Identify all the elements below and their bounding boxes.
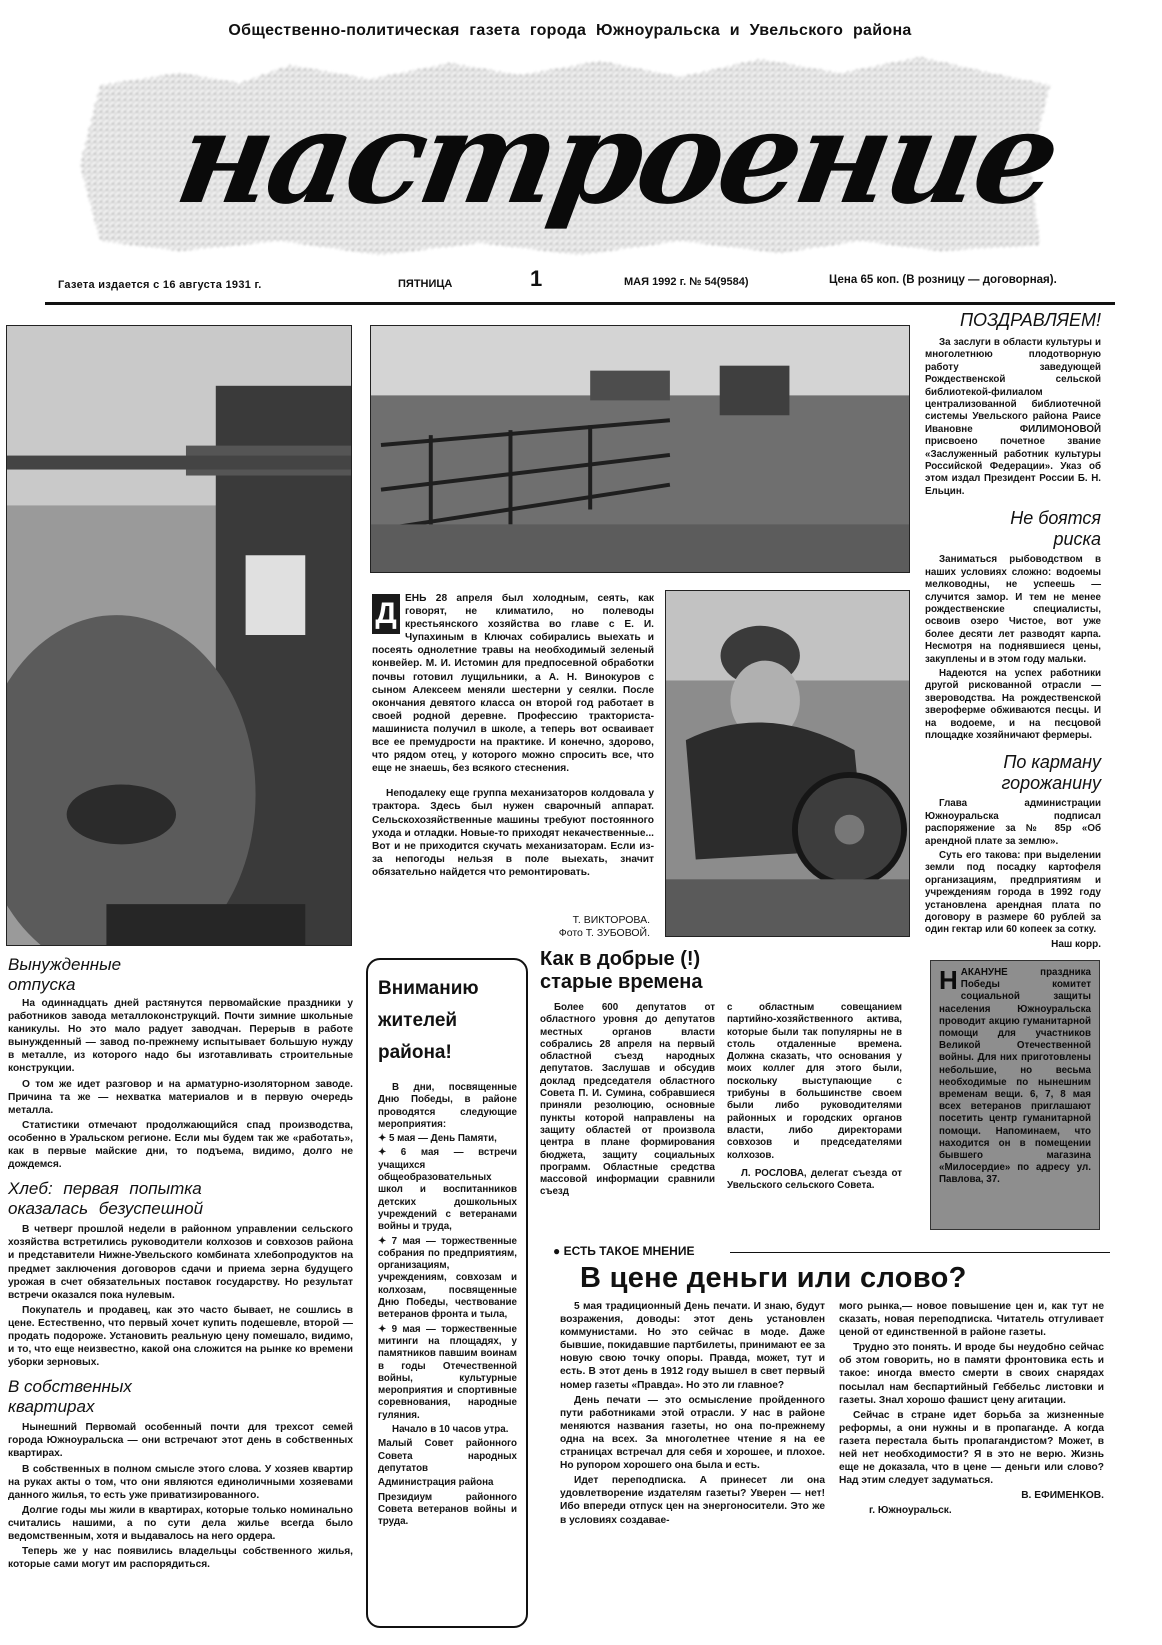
- lead-dropcap: Д: [372, 594, 400, 634]
- opinion-author: В. ЕФИМЕНКОВ.: [1021, 1490, 1104, 1502]
- flats-paragraph-2: В собственных в полном смысле этого слова. У хозяев квартир на руках акты о том, что они являются единоличными хозяевами данного жилья, то есть уже приватизированного.: [8, 1463, 353, 1501]
- attention-heading-2: жителей: [378, 1010, 458, 1031]
- bread-heading-1: Хлеб: первая попытка: [8, 1179, 202, 1199]
- old-times-article: [540, 948, 915, 1201]
- pocket-paragraph-2: Суть его такова: при выделении земли под посадку картофеля организациям, предприятиям и учреждениям города в 1992 году установлена арендная плата по договору в размере 60 рублей за один гектар или 60 копеек за сотку.: [925, 850, 1101, 936]
- issue-price: Цена 65 коп. (В розницу — договорная).: [829, 274, 1057, 286]
- attention-intro: В дни, посвященные Дню Победы, в районе проводятся следующие мероприятия:: [378, 1082, 517, 1130]
- bread-paragraph-1: В четверг прошлой недели в районном управлении сельского хозяйства встретились руководители колхозов и совхозов района и представители Нижне-Увельского комбината хлебопродуктов на предмет заключения договоров сдачи и приема зерна будущего урожая в счет обязательных поставок государству. Но результат встречи оказался пока нулевым.: [8, 1224, 353, 1301]
- attention-item-2: ✦ 6 мая — встречи учащихся общеобразовательных школ и воспитанников детских дошкольных учреждений с ветеранами войны и труда,: [378, 1147, 517, 1233]
- attention-item-3: ✦ 7 мая — торжественные собрания по предприятиям, организациям, учреждениям, совхозам и колхозам, посвященные Дню Победы, чествование ветеранов фронта и тыла,: [378, 1235, 518, 1321]
- vacation-paragraph-3: Статистики отмечают продолжающийся спад производства, особенно в Уральском регионе. Если мы будем так же «работать», как в первые майские дни, то подъема, видимо, долго не дождемся.: [8, 1119, 353, 1171]
- victory-dropcap: Н: [939, 965, 958, 995]
- flats-heading-1: В собственных: [8, 1377, 132, 1397]
- congrats-text: За заслуги в области культуры и многолетнюю плодотворную работу заведующей Рождественской сельской библиотекой-филиалом централизованной библиотечной системы Увельского района Раисе Ивановне ФИЛИМОНОВОЙ присвоено почетное звание «Заслуженный работник культуры Российской Федерации». Указ об этом издал Президент России Б. Н. Ельцин.: [925, 337, 1101, 497]
- opinion-body: [560, 1300, 1105, 1529]
- vacation-paragraph-1: На одиннадцать дней растянутся первомайские праздники у работников завода металлоконструкций. Почти зимние школьные каникулы. Но это мало радует заводчан. Перерыв в работе вынужденный — завод по-прежнему испытывает большую нужду в металле, из которого надо бы изготавливать строительные конструкции.: [8, 998, 353, 1075]
- lead-paragraph-1: ЕНЬ 28 апреля был холодным, сеять, как говорят, не климатило, но полеводы крестьянского хозяйства во главе с Е. И. Чупахиным в Ключах собирались выехать и посеять однолетние травы на необходимый зеленый конвейер. М. И. Истомин для предпосевной обработки почвы готовил лущильники, а А. Н. Винокуров с сыном Алексеем меняли шестерни у сеялки. После окончания девятого класса он второй год работает в своей родной деревне. Профессию тракториста-машиниста получил в школе, а теперь вот осваивает все ее премудрости на практике. И конечно, здорово, что рядом отец, у которого можно спросить все, что еще не знаешь, без всякого стеснения.: [372, 593, 654, 775]
- risk-heading-2: риска: [1053, 529, 1101, 550]
- issue-weekday: ПЯТНИЦА: [398, 278, 453, 290]
- masthead-title: настроение: [166, 83, 1067, 233]
- sidebar: [925, 310, 1101, 950]
- opinion-place: г. Южноуральск.: [869, 1505, 952, 1517]
- photo-welders: [6, 325, 352, 946]
- star-icon: ✦: [378, 1323, 392, 1335]
- old-times-heading-1: Как в добрые (!): [540, 948, 701, 970]
- risk-paragraph-2: Надеются на успех работники другой рискованной отрасли — звероводства. На рождественской звероферме обживаются песцы. И на водоеме, и на песцовой площадке хозяйничают фермеры.: [925, 667, 1101, 741]
- flats-paragraph-4: Теперь же у нас появились владельцы собственного жилья, которые сами могут им распорядиться.: [8, 1546, 353, 1571]
- attention-item-1: ✦ 5 мая — День Памяти,: [378, 1133, 497, 1145]
- attention-box: [366, 958, 528, 1628]
- victory-box: [930, 960, 1100, 1230]
- opinion-left-2: День печати — это осмысление пройденного пути работниками этой отрасли. У нас в районе меняются названия газеты, но она по-прежнему одна на всех. За многолетнее чтение я на ее страницах встречал для себя и хорошее, и плохое. Но рупором хорошего она была и есть.: [560, 1394, 825, 1472]
- attention-signer-3: Президиум районного Совета ветеранов войны и труда.: [378, 1491, 517, 1528]
- photo-field-machinery: [370, 325, 910, 573]
- opinion-right-3: Сейчас в стране идет борьба за жизненные реформы, а они нужны и в пропаганде. А когда газета перестала быть пропагандистом? Может, в ней нет необходимости? Я в это не верю. Жизнь еще не доказала, что в цене — деньги или слово? Над этим следует задуматься.: [839, 1409, 1104, 1487]
- attention-signer-1: Малый Совет районного Совета народных депутатов: [378, 1438, 517, 1474]
- attention-item-4: ✦ 9 мая — торжественные митинги на площадях, у памятников павшим воинам в годы Отечественной войны, культурные мероприятия и спортивные соревнования, народные гуляния.: [378, 1323, 518, 1421]
- attention-heading-1: Вниманию: [378, 978, 479, 999]
- flats-paragraph-1: Нынешний Первомай особенный почти для трехсот семей города Южноуральска — они встречают этот день в собственных квартирах.: [8, 1422, 353, 1460]
- opinion-headline: В цене деньги или слово?: [580, 1262, 967, 1294]
- old-times-heading-2: старые времена: [540, 971, 703, 993]
- risk-paragraph-1: Заниматься рыбоводством в наших условиях сложно: водоемы мелководны, не успеешь — случится замор. И тем не менее рождественские специалисты, освоив озеро Чистое, вот уже более десяти лет разводят карпа. Несмотря на поднявшиеся цены, закуплены и в этом году мальки.: [925, 554, 1101, 665]
- pocket-heading-1: По карману: [1003, 752, 1101, 773]
- opinion-rule: [730, 1252, 1110, 1253]
- bread-paragraph-2: Покупатель и продавец, как это часто бывает, не сошлись в цене. Естественно, что первый хочет купить подешевле, второй — продать подороже. Установить реальную цену помешало, видимо, и то, что еще неизвестно, какой она сложится на рынке ко времени уборки зерновых.: [8, 1304, 353, 1369]
- opinion-left-1: 5 мая традиционный День печати. И знаю, будут возражения, доводы: этот день установлен коммунистами. Но это сейчас в моде. Даже бывшие, покидавшие партбилеты, принимают ее за новую свою точку опоры. Правда, может, тут и есть. В этот день в 1912 году вышел в свет первый номер газеты «Правда». Но это ли главное?: [560, 1301, 825, 1391]
- old-times-left: Более 600 депутатов от областного уровня до депутатов местных органов власти собрались 28 апреля на первый областной съезд народных депутатов. Заслушав и обсудив доклад председателя областного Совета П. И. Сумина, собравшиеся приняли резолюцию, основные пункты которой направлены на защиту областей от произвола центра в плане формирования бюджета, защиту социальных программ. Областные средства массовой информации сравнили съезд: [540, 1002, 715, 1198]
- star-icon: ✦: [378, 1133, 389, 1145]
- star-icon: ✦: [378, 1147, 401, 1159]
- opinion-kicker: ● ЕСТЬ ТАКОЕ МНЕНИЕ: [553, 1244, 695, 1258]
- attention-start: Начало в 10 часов утра.: [392, 1424, 509, 1436]
- bread-heading-2: оказалась безуспешной: [8, 1199, 204, 1219]
- lead-paragraph-2: Неподалеку еще группа механизаторов колдовала у трактора. Здесь был нужен сварочный аппарат. Сельскохозяйственные машины требуют постоянного ухода и отладки. Новые-то приходят некачественные... Вот и не приходится скучать механизаторам. Если из-за непогоды нельзя в поле выехать, значит обязательно найдется что ремонтировать.: [372, 788, 654, 878]
- founded-note: Газета издается с 16 августа 1931 г.: [58, 279, 262, 291]
- left-column: [8, 955, 353, 1573]
- flats-paragraph-3: Долгие годы мы жили в квартирах, которые только номинально считались нашими, а по сути дела жилье всегда было ведомственным, хотя и выдавалось на него ордера.: [8, 1504, 353, 1542]
- masthead-rule: [45, 302, 1115, 305]
- congrats-heading: ПОЗДРАВЛЯЕМ!: [960, 310, 1101, 330]
- bullet-icon: ●: [553, 1244, 564, 1258]
- star-icon: ✦: [378, 1235, 392, 1247]
- issue-day: 1: [530, 266, 543, 291]
- victory-text: АКАНУНЕ праздника Победы комитет социальной защиты населения Южноуральска проводит акцию гуманитарной помощи для участников Великой Отечественной войны. Для них приготовлены небольшие, но весьма необходимые по нынешним временам вещи. 6, 7, 8 мая всех ветеранов приглашают посетить центр гуманитарной помощи. Напоминаем, что находится он в помещении бывшего магазина «Милосердие» по адресу ул. Павлова, 37.: [939, 967, 1091, 1186]
- attention-signer-2: Администрация района: [378, 1477, 494, 1489]
- lead-photo-credit: Фото Т. ЗУБОВОЙ.: [558, 927, 650, 939]
- pocket-author: Наш корр.: [1051, 938, 1101, 950]
- masthead-logo: [40, 45, 1100, 270]
- opinion-right-2: Трудно это понять. И вроде бы неудобно сейчас об этом говорить, но в памяти фронтовика есть и такое: иногда вместо смерти в своих снарядах посылал нам беспартийный Геббельс листовки и газеты. Знал хорошо фашист цену агитации.: [839, 1342, 1104, 1406]
- opinion-left-3: Идет переподписка. А принесет ли она удовлетворение издателям газеты? Уверен — нет! Ибо впереди отпуск цен на энергоносители. Это же в условиях создавае-: [560, 1475, 825, 1526]
- old-times-right: с областным совещанием партийно-хозяйственного актива, которые были так популярны не в столь отдаленные времена. Должна сказать, что основания у моих коллег для этого были, поскольку выступающие с трибуны в большинстве своем были либо руководителями районных и городских органов власти, либо директорами совхозов и председателями колхозов.: [727, 1002, 902, 1161]
- pocket-heading-2: горожанину: [1001, 773, 1101, 794]
- vacation-paragraph-2: О том же идет разговор и на арматурно-изоляторном заводе. Причина та же — нехватка материалов и в первую очередь металла.: [8, 1078, 353, 1116]
- risk-heading-1: Не боятся: [1010, 508, 1101, 529]
- lead-story: [372, 592, 654, 881]
- old-times-author: Л. РОСЛОВА, делегат съезда от Увельского сельского Совета.: [727, 1167, 902, 1192]
- masthead-subtitle: Общественно-политическая газета города Южноуральска и Увельского района: [228, 22, 912, 39]
- issue-number: МАЯ 1992 г. № 54(9584): [624, 276, 749, 288]
- opinion-right-1: мого рынка,— новое повышение цен и, как тут не сказать, новая переподписка. Читатель отгуливает ценой от единственной в районе газеты.: [839, 1301, 1104, 1339]
- attention-heading-3: района!: [378, 1042, 452, 1063]
- vacation-heading-1: Вынужденные: [8, 955, 122, 974]
- vacation-heading-2: отпуска: [8, 975, 76, 994]
- pocket-paragraph-1: Глава администрации Южноуральска подписал распоряжение за № 85р «Об арендной плате за землю».: [925, 798, 1101, 847]
- photo-mechanic: [665, 590, 910, 937]
- lead-author: Т. ВИКТОРОВА.: [572, 914, 650, 926]
- flats-heading-2: квартирах: [8, 1397, 95, 1417]
